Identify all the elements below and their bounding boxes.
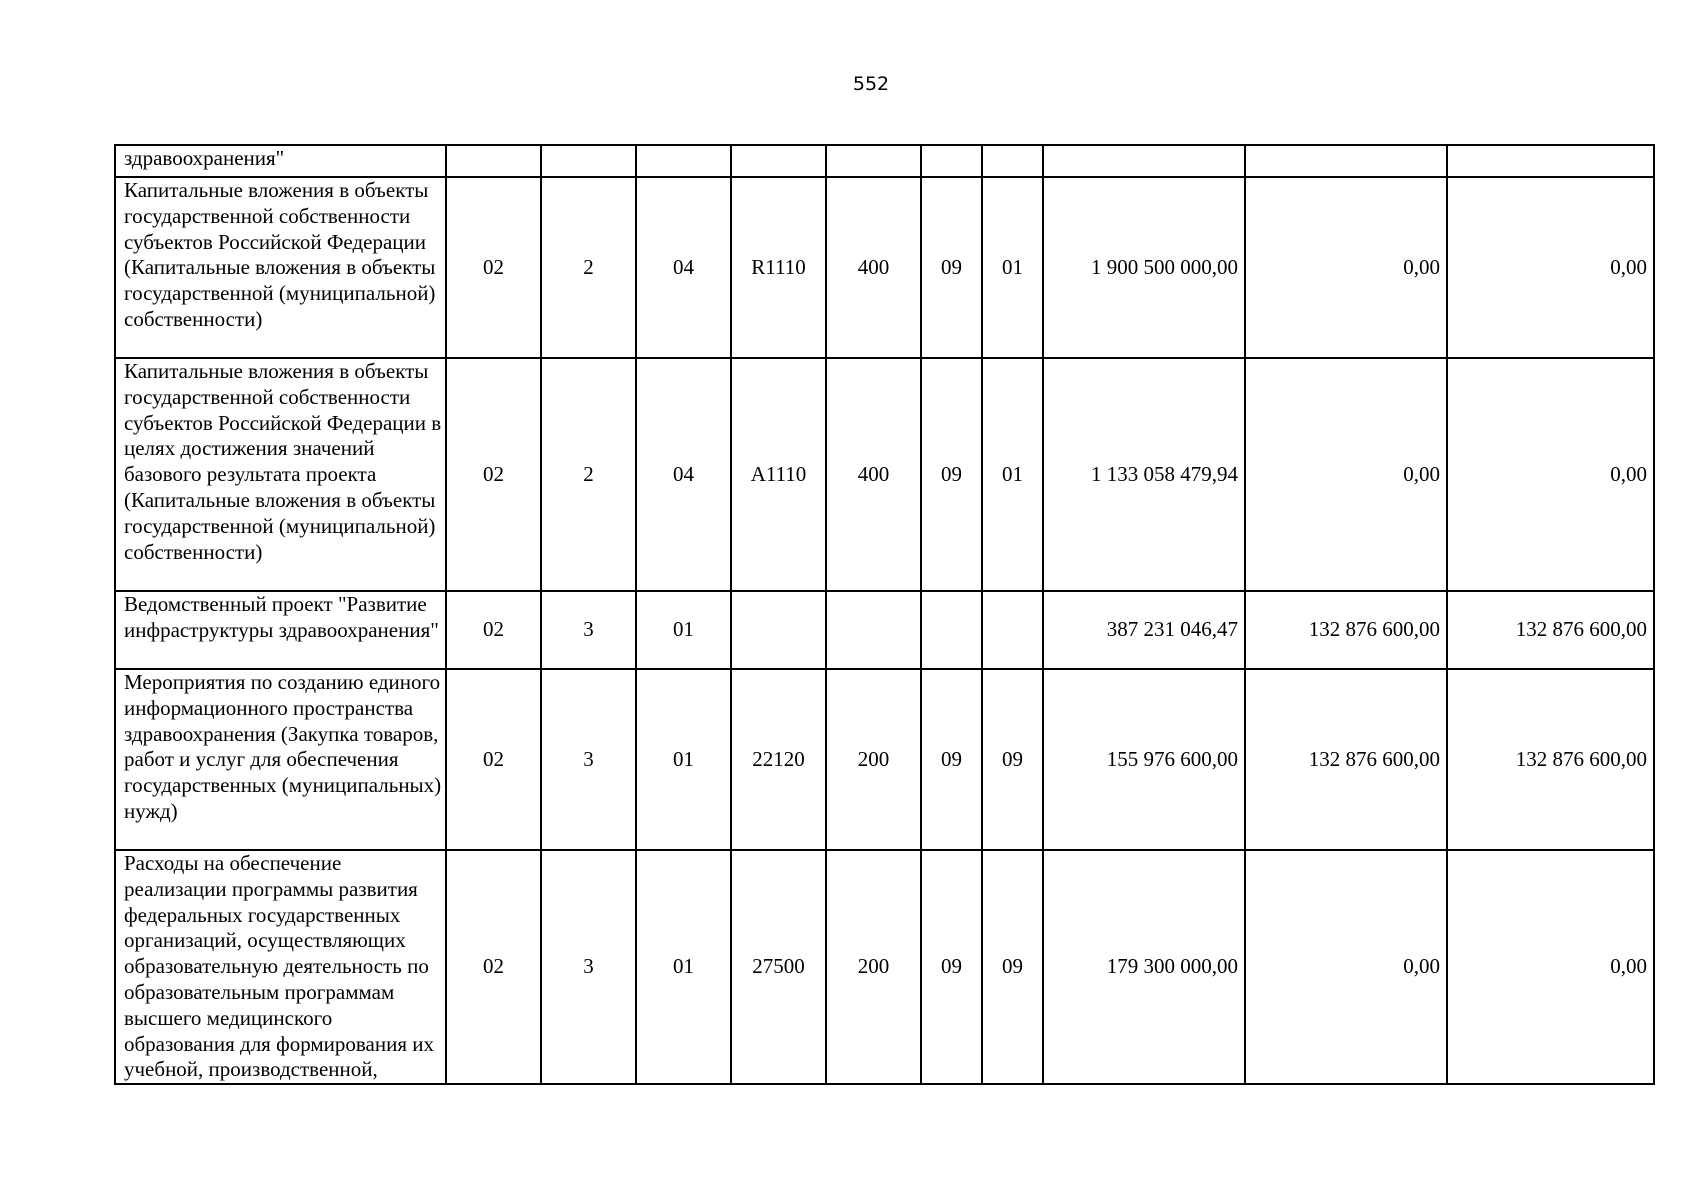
expense-type-code: 400 bbox=[826, 358, 921, 591]
subsection-code: 09 bbox=[982, 669, 1043, 850]
row-name: Капитальные вложения в объекты государственной собственности субъектов Российской Федерации (Капитальные вложения в объекты государственной (муниципальной) собственности) bbox=[115, 177, 446, 358]
subprogram-code: 3 bbox=[541, 591, 636, 669]
amount-year-2 bbox=[1245, 145, 1447, 177]
section-code bbox=[921, 591, 982, 669]
table-row bbox=[115, 358, 1654, 591]
amount-year-1: 1 900 500 000,00 bbox=[1043, 177, 1245, 358]
amount-year-1: 387 231 046,47 bbox=[1043, 591, 1245, 669]
amount-year-3 bbox=[1447, 145, 1654, 177]
amount-year-2: 132 876 600,00 bbox=[1245, 591, 1447, 669]
expense-type-code: 400 bbox=[826, 177, 921, 358]
subsection-code: 01 bbox=[982, 358, 1043, 591]
project-code: 04 bbox=[636, 177, 731, 358]
table-row bbox=[115, 145, 1654, 177]
project-code bbox=[636, 145, 731, 177]
amount-year-3: 0,00 bbox=[1447, 358, 1654, 591]
subprogram-code: 3 bbox=[541, 669, 636, 850]
section-code: 09 bbox=[921, 669, 982, 850]
amount-year-3: 132 876 600,00 bbox=[1447, 591, 1654, 669]
table-row bbox=[115, 591, 1654, 669]
expense-type-code bbox=[826, 145, 921, 177]
expense-type-code: 200 bbox=[826, 850, 921, 1084]
subprogram-code: 2 bbox=[541, 177, 636, 358]
direction-code: R1110 bbox=[731, 177, 826, 358]
direction-code: 27500 bbox=[731, 850, 826, 1084]
table-body bbox=[115, 145, 1654, 1084]
amount-year-2: 0,00 bbox=[1245, 177, 1447, 358]
program-code: 02 bbox=[446, 177, 541, 358]
subsection-code bbox=[982, 591, 1043, 669]
section-code: 09 bbox=[921, 358, 982, 591]
expense-type-code bbox=[826, 591, 921, 669]
direction-code: 22120 bbox=[731, 669, 826, 850]
section-code bbox=[921, 145, 982, 177]
section-code: 09 bbox=[921, 850, 982, 1084]
subsection-code: 01 bbox=[982, 177, 1043, 358]
amount-year-2: 0,00 bbox=[1245, 358, 1447, 591]
amount-year-1: 179 300 000,00 bbox=[1043, 850, 1245, 1084]
subsection-code bbox=[982, 145, 1043, 177]
program-code: 02 bbox=[446, 358, 541, 591]
section-code: 09 bbox=[921, 177, 982, 358]
amount-year-1: 1 133 058 479,94 bbox=[1043, 358, 1245, 591]
amount-year-2: 0,00 bbox=[1245, 850, 1447, 1084]
amount-year-1: 155 976 600,00 bbox=[1043, 669, 1245, 850]
subprogram-code bbox=[541, 145, 636, 177]
row-name: Капитальные вложения в объекты государственной собственности субъектов Российской Федерации в целях достижения значений базового результата проекта (Капитальные вложения в объекты государственной (муниципальной) собственности) bbox=[115, 358, 446, 591]
subprogram-code: 3 bbox=[541, 850, 636, 1084]
program-code: 02 bbox=[446, 591, 541, 669]
row-name: Ведомственный проект "Развитие инфраструктуры здравоохранения" bbox=[115, 591, 446, 669]
table-row bbox=[115, 850, 1654, 1084]
expense-type-code: 200 bbox=[826, 669, 921, 850]
row-name: здравоохранения" bbox=[115, 145, 446, 177]
amount-year-1 bbox=[1043, 145, 1245, 177]
page-number: 552 bbox=[852, 73, 890, 95]
amount-year-3: 0,00 bbox=[1447, 177, 1654, 358]
direction-code bbox=[731, 591, 826, 669]
table-row bbox=[115, 669, 1654, 850]
project-code: 04 bbox=[636, 358, 731, 591]
program-code: 02 bbox=[446, 669, 541, 850]
subprogram-code: 2 bbox=[541, 358, 636, 591]
project-code: 01 bbox=[636, 669, 731, 850]
project-code: 01 bbox=[636, 591, 731, 669]
program-code bbox=[446, 145, 541, 177]
direction-code: А1110 bbox=[731, 358, 826, 591]
row-name: Расходы на обеспечение реализации программы развития федеральных государственных организаций, осуществляющих образовательную деятельность по образовательным программам высшего медицинского образования для формирования их учебной, производственной, bbox=[115, 850, 446, 1084]
table-row bbox=[115, 177, 1654, 358]
direction-code bbox=[731, 145, 826, 177]
subsection-code: 09 bbox=[982, 850, 1043, 1084]
project-code: 01 bbox=[636, 850, 731, 1084]
program-code: 02 bbox=[446, 850, 541, 1084]
budget-table bbox=[114, 144, 1655, 1085]
amount-year-3: 0,00 bbox=[1447, 850, 1654, 1084]
amount-year-3: 132 876 600,00 bbox=[1447, 669, 1654, 850]
row-name: Мероприятия по созданию единого информационного пространства здравоохранения (Закупка товаров, работ и услуг для обеспечения государственных (муниципальных) нужд) bbox=[115, 669, 446, 850]
amount-year-2: 132 876 600,00 bbox=[1245, 669, 1447, 850]
